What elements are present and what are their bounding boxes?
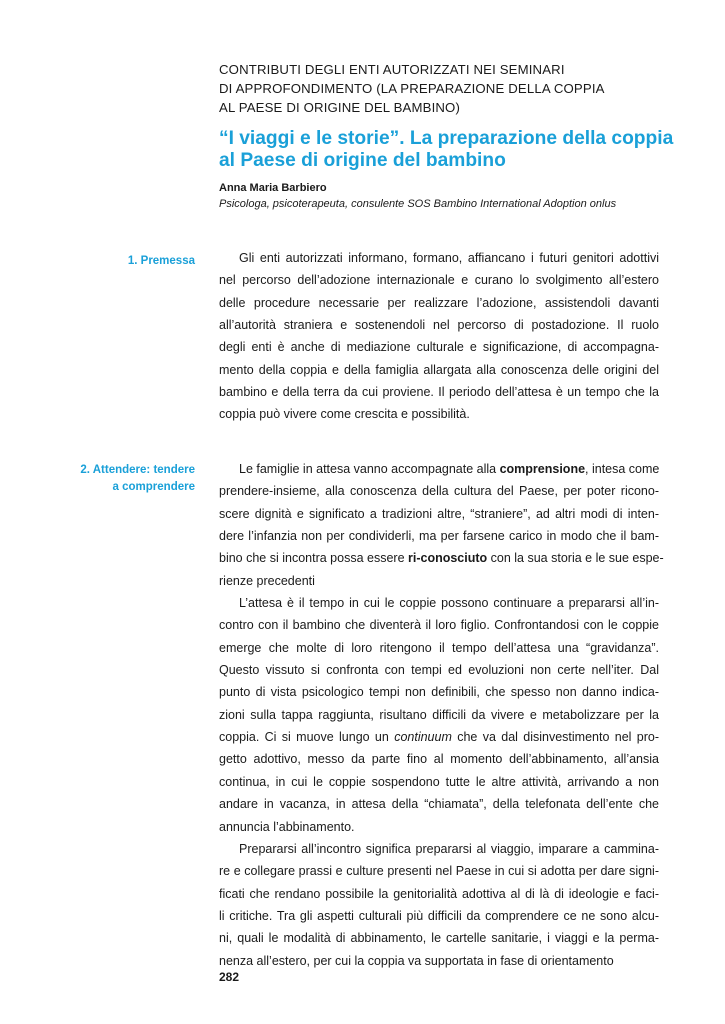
paragraph: [219, 247, 659, 426]
section-header-line: AL PAESE DI ORIGINE DEL BAMBINO): [219, 100, 461, 115]
text-line: nel percorso dell’adozione internazionale e curano lo svolgimento all’estero: [219, 273, 659, 288]
emphasis-italic: continuum: [394, 730, 452, 745]
text-line: bambino e della terra da cui proviene. Il periodo dell’attesa è un tempo che la: [219, 385, 659, 400]
text-line: scere dignità e significato a tradizioni altre, “straniere”, ad altri modi di inten-: [219, 506, 659, 521]
text-line: contro con il bambino che diventerà il loro figlio. Confrontandosi con le coppie: [219, 618, 659, 633]
text-line: Le famiglie in attesa vanno accompagnate alla comprensione, intesa come: [239, 462, 660, 476]
text-line: annuncia l’abbinamento.: [219, 819, 355, 834]
text-line: ni, quali le modalità di abbinamento, le cartelle sanitarie, i viaggi e la perma-: [219, 931, 659, 946]
section-header-line: DI APPROFONDIMENTO (LA PREPARAZIONE DELLA COPPIA: [219, 81, 605, 96]
text-line: continua, in cui le coppie sospendono tutte le altre attività, arrivando a non: [219, 774, 659, 789]
page-number: 282: [219, 970, 240, 984]
body-section-attendere: [219, 458, 664, 972]
text-line: coppia può vivere come crescita e possibilità.: [219, 407, 470, 422]
emphasis-bold: comprensione: [499, 462, 586, 476]
text-line: rienze precedenti: [219, 573, 315, 588]
text-line: L’attesa è il tempo in cui le coppie possono continuare a prepararsi all’in-: [239, 596, 659, 611]
side-label-line: 1. Premessa: [127, 255, 195, 267]
section-header-line: CONTRIBUTI DEGLI ENTI AUTORIZZATI NEI SEMINARI: [219, 62, 565, 77]
text-line: ficati che rendano possibile la genitorialità adottiva al di là di ideologie e faci-: [219, 886, 659, 901]
text-line: Prepararsi all’incontro significa prepararsi al viaggio, imparare a cammina-: [239, 841, 659, 856]
paragraph: [219, 458, 664, 592]
side-label-attendere: [80, 462, 195, 496]
text-line: li critiche. Tra gli aspetti culturali più difficili da comprendere ce ne sono alcu-: [219, 908, 659, 923]
text-line: andare in vacanza, in attesa della “chiamata”, della telefonata dell’ente che: [219, 797, 659, 812]
text-line: dere l’infanzia non per condividerli, ma per farsene carico in modo che il bam-: [219, 529, 659, 544]
text-line: bino che si incontra possa essere ri-conosciuto con la sua storia e le sue espe-: [219, 551, 664, 566]
text-line: all’autorità straniera e sostenendoli nel percorso di postadozione. Il ruolo: [219, 318, 659, 333]
paragraph: [219, 838, 659, 972]
text-line: zioni sulla tappa raggiunta, risultano difficili da vivere e metabolizzare per la: [219, 707, 659, 722]
side-label-line: 2. Attendere: tendere: [80, 464, 195, 476]
paragraph: [219, 592, 659, 838]
text-line: re e collegare prassi e culture presenti nel Paese in cui si adotta per dare signi-: [219, 864, 659, 879]
side-label-premessa: [128, 253, 195, 270]
author-name: Anna Maria Barbiero: [219, 182, 327, 194]
text-line: Gli enti autorizzati informano, formano, affiancano i futuri genitori adottivi: [239, 251, 659, 265]
text-line: mento della coppia e della famiglia allargata alla conoscenza delle origini del: [219, 362, 659, 377]
text-line: nenza all’estero, per cui la coppia va supportata in fase di orientamento: [219, 953, 614, 968]
article-title: [219, 128, 689, 172]
text-line: coppia. Ci si muove lungo un continuum che va dal disinvestimento nel pro-: [219, 730, 660, 745]
article-title-line: al Paese di origine del bambino: [219, 150, 506, 171]
article-title-line: “I viaggi e le storie”. La preparazione della coppia: [219, 128, 674, 149]
text-line: degli enti è anche di mediazione culturale e significazione, di accompagna-: [219, 340, 659, 355]
text-line: emerge che molte di loro ritengono il tempo dell’attesa una “gravidanza”.: [219, 640, 659, 655]
text-line: getto adottivo, messo da parte fino al momento dell’abbinamento, all’ansia: [219, 752, 659, 767]
text-line: Questo vissuto si confronta con tempi ed evoluzioni non certe nell’iter. Dal: [219, 663, 659, 678]
body-section-premessa: [219, 247, 659, 426]
side-label-line: a comprendere: [112, 481, 195, 493]
text-line: punto di vista psicologico tempi non definibili, che spesso non danno indica-: [219, 685, 659, 700]
section-header: [219, 60, 689, 117]
emphasis-bold: ri-conosciuto: [408, 551, 488, 566]
text-line: prendere-insieme, alla conoscenza della cultura del Paese, per poter ricono-: [219, 484, 659, 499]
author-role: Psicologa, psicoterapeuta, consulente SOS Bambino International Adoption onlus: [219, 198, 617, 210]
text-line: delle procedure necessarie per realizzare l’adozione, assistendoli davanti: [219, 295, 659, 310]
